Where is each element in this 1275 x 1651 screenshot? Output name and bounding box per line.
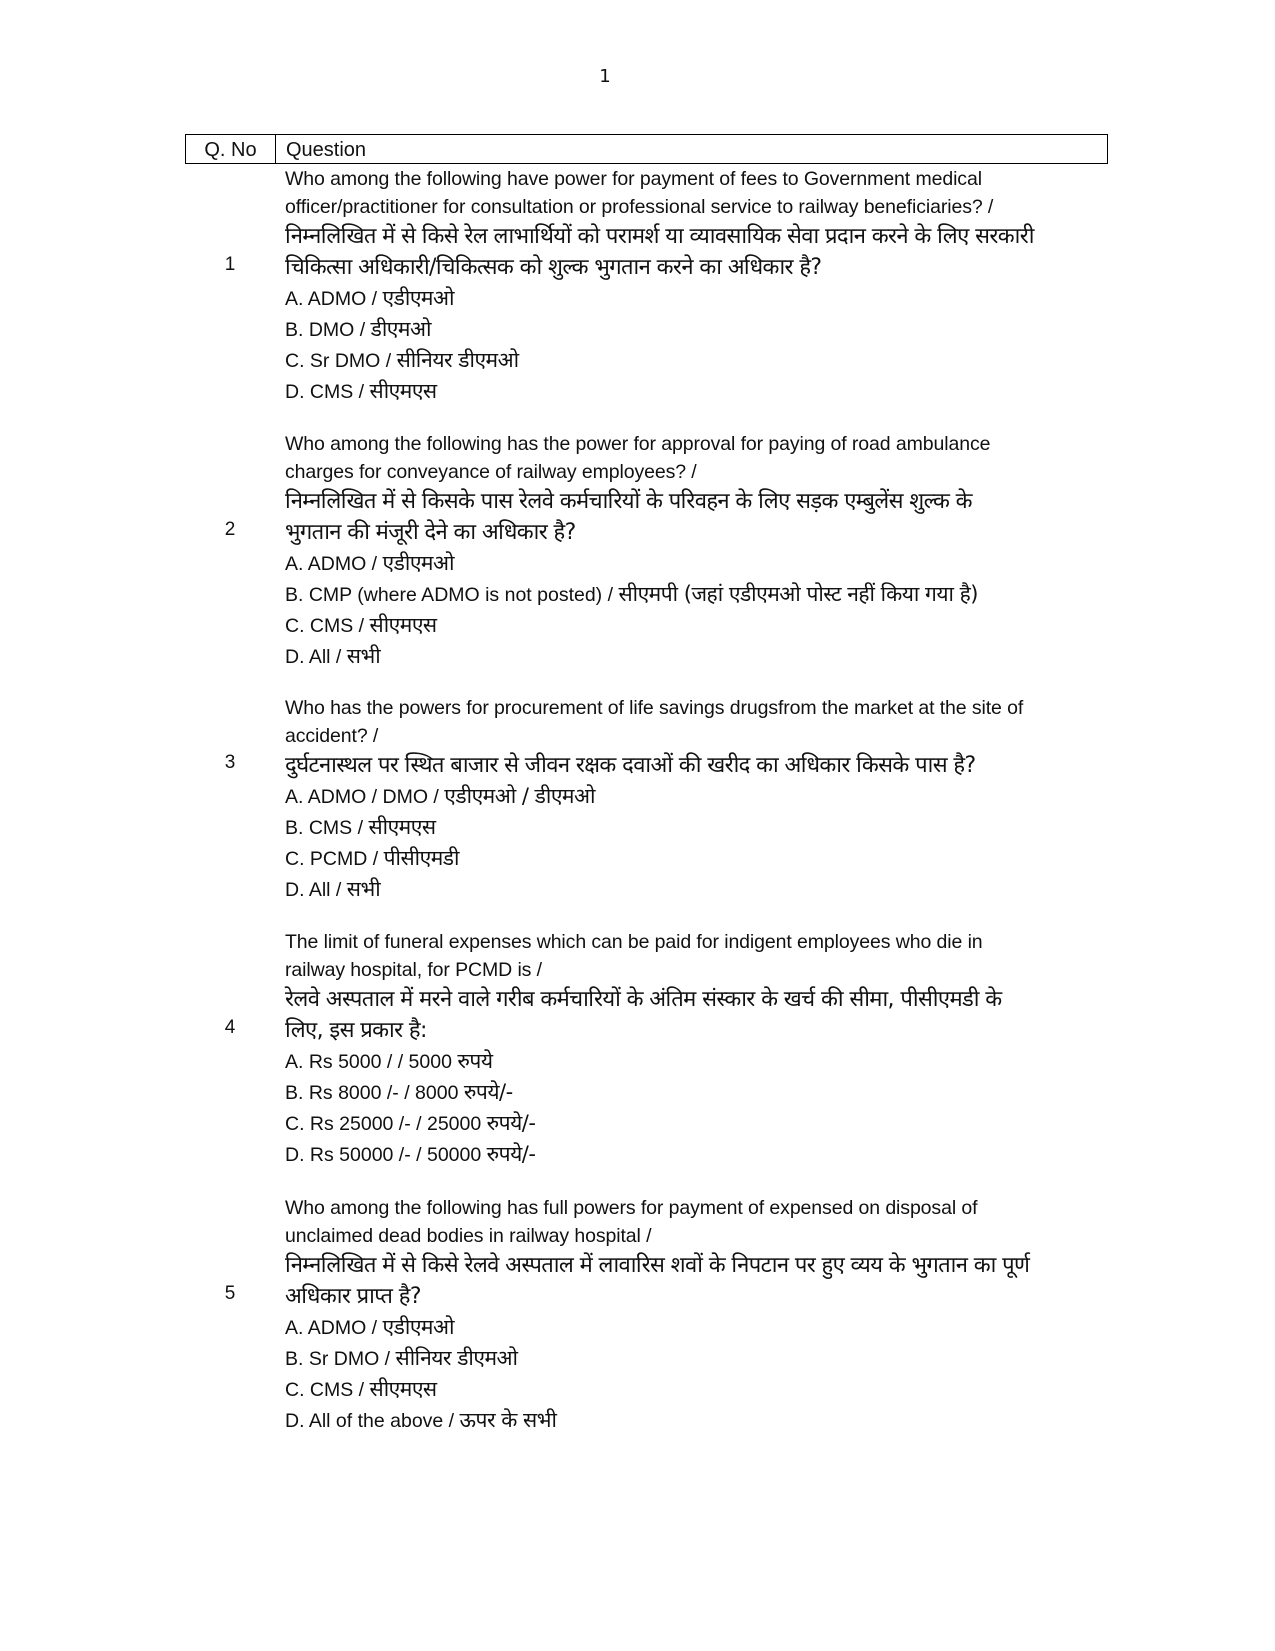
- option-c: C. Sr DMO / सीनियर डीएमओ: [285, 348, 519, 372]
- question-number: 4: [224, 1017, 236, 1038]
- option-d: D. CMS / सीएमएस: [285, 379, 437, 403]
- table-header: [185, 134, 1108, 164]
- question-text-english: accident? /: [285, 724, 379, 747]
- option-b: B. CMP (where ADMO is not posted) / सीएमपी (जहां एडीएमओ पोस्ट नहीं किया गया है): [285, 582, 978, 606]
- question-text-english: Who among the following has the power for approval for paying of road ambulance: [285, 433, 991, 455]
- question-number: 3: [224, 752, 236, 773]
- option-c: C. CMS / सीएमएस: [285, 613, 437, 637]
- question-text-english: unclaimed dead bodies in railway hospital /: [285, 1224, 652, 1247]
- question-text-hindi: अधिकार प्राप्त है?: [285, 1284, 421, 1309]
- question-text-english: The limit of funeral expenses which can be paid for indigent employees who die in: [285, 931, 983, 953]
- option-a: A. ADMO / एडीएमओ: [285, 286, 454, 310]
- option-a: A. Rs 5000 / / 5000 रुपये: [285, 1049, 493, 1073]
- option-a: A. ADMO / DMO / एडीएमओ / डीएमओ: [285, 784, 595, 808]
- question-number: 1: [224, 254, 236, 275]
- question-text-hindi: रेलवे अस्पताल में मरने वाले गरीब कर्मचारियों के अंतिम संस्कार के खर्च की सीमा, पीसीएमडी के: [285, 987, 1002, 1012]
- option-d: D. All of the above / ऊपर के सभी: [285, 1408, 557, 1432]
- option-b: B. Sr DMO / सीनियर डीएमओ: [285, 1346, 518, 1370]
- option-d: D. Rs 50000 /- / 50000 रुपये/-: [285, 1142, 536, 1166]
- question-body: [285, 1195, 1108, 1436]
- question-text-english: officer/practitioner for consultation or professional service to railway beneficiaries? /: [285, 195, 994, 218]
- question-body: [285, 431, 1108, 672]
- question-text-english: Who among the following has full powers for payment of expensed on disposal of: [285, 1197, 978, 1219]
- option-b: B. DMO / डीएमओ: [285, 317, 431, 341]
- option-d: D. All / सभी: [285, 644, 381, 668]
- header-question: Question: [286, 139, 367, 161]
- option-c: C. CMS / सीएमएस: [285, 1377, 437, 1401]
- option-c: C. Rs 25000 /- / 25000 रुपये/-: [285, 1111, 536, 1135]
- page-number: 1: [599, 66, 611, 87]
- question-body: [285, 166, 1108, 407]
- question-text-hindi: चिकित्सा अधिकारी/चिकित्सक को शुल्क भुगतान करने का अधिकार है?: [285, 255, 822, 280]
- option-b: B. CMS / सीएमएस: [285, 815, 436, 839]
- option-c: C. PCMD / पीसीएमडी: [285, 846, 459, 870]
- question-number: 5: [224, 1283, 236, 1304]
- question-text-hindi: लिए, इस प्रकार है:: [285, 1018, 427, 1043]
- question-text-hindi: निम्नलिखित में से किसके पास रेलवे कर्मचारियों के परिवहन के लिए सड़क एम्बुलेंस शुल्क के: [285, 489, 972, 514]
- option-a: A. ADMO / एडीएमओ: [285, 551, 454, 575]
- question-text-hindi: निम्नलिखित में से किसे रेल लाभार्थियों को परामर्श या व्यावसायिक सेवा प्रदान करने के लिए सरकारी: [285, 224, 1034, 249]
- question-text-hindi: निम्नलिखित में से किसे रेलवे अस्पताल में लावारिस शवों के निपटान पर हुए व्यय के भुगतान का पूर्ण: [285, 1253, 1030, 1278]
- option-b: B. Rs 8000 /- / 8000 रुपये/-: [285, 1080, 513, 1104]
- question-text-english: charges for conveyance of railway employees? /: [285, 460, 697, 483]
- question-number: 2: [224, 519, 236, 540]
- option-d: D. All / सभी: [285, 877, 381, 901]
- question-text-english: railway hospital, for PCMD is /: [285, 958, 542, 981]
- option-a: A. ADMO / एडीएमओ: [285, 1315, 454, 1339]
- question-text-english: Who among the following have power for payment of fees to Government medical: [285, 168, 982, 190]
- question-body: [285, 929, 1108, 1170]
- header-qno: Q. No: [186, 135, 276, 163]
- question-text-english: Who has the powers for procurement of life savings drugsfrom the market at the site of: [285, 697, 1024, 719]
- question-text-hindi: दुर्घटनास्थल पर स्थित बाजार से जीवन रक्षक दवाओं की खरीद का अधिकार किसके पास है?: [285, 753, 976, 778]
- question-body: [285, 695, 1108, 905]
- question-text-hindi: भुगतान की मंजूरी देने का अधिकार है?: [285, 520, 576, 545]
